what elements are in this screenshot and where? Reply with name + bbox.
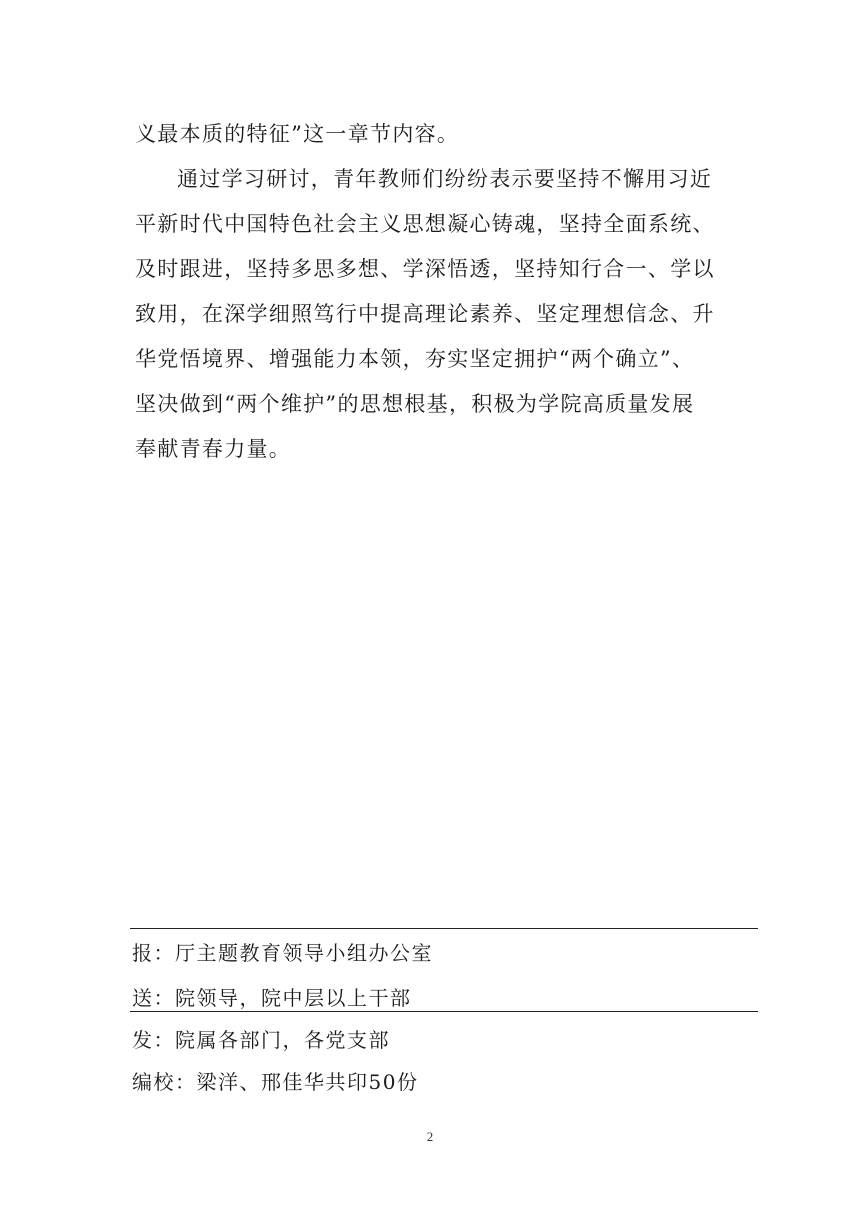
paragraph-line: 平新时代中国特色社会主义思想凝心铸魂，坚持全面系统、 (135, 212, 715, 236)
divider-top (130, 928, 758, 929)
paragraph-line: 致用，在深学细照笃行中提高理论素养、坚定理想信念、升 (135, 302, 715, 326)
paragraph-continuation: 义最本质的特征”这一章节内容。 (135, 122, 460, 146)
paragraph-line: 及时跟进，坚持多思多想、学深悟透，坚持知行合一、学以 (135, 257, 715, 281)
report-to-line: 报：厅主题教育领导小组办公室 (132, 941, 433, 965)
page-number: 2 (426, 1129, 434, 1144)
paragraph-line: 坚决做到“两个维护”的思想根基，积极为学院高质量发展 (135, 392, 695, 416)
paragraph-line: 通过学习研讨，青年教师们纷纷表示要坚持不懈用习近 (177, 167, 713, 191)
body-text (135, 112, 735, 472)
editor-line: 编校：梁洋、邢佳华共印50份 (132, 1070, 419, 1094)
divider-middle (130, 1011, 758, 1012)
send-to-line: 送：院领导，院中层以上干部 (132, 986, 412, 1010)
paragraph-line: 奉献青春力量。 (135, 437, 292, 461)
issue-to-line: 发：院属各部门，各党支部 (132, 1028, 390, 1052)
paragraph-line: 华党悟境界、增强能力本领，夯实坚定拥护“两个确立”、 (135, 347, 695, 371)
